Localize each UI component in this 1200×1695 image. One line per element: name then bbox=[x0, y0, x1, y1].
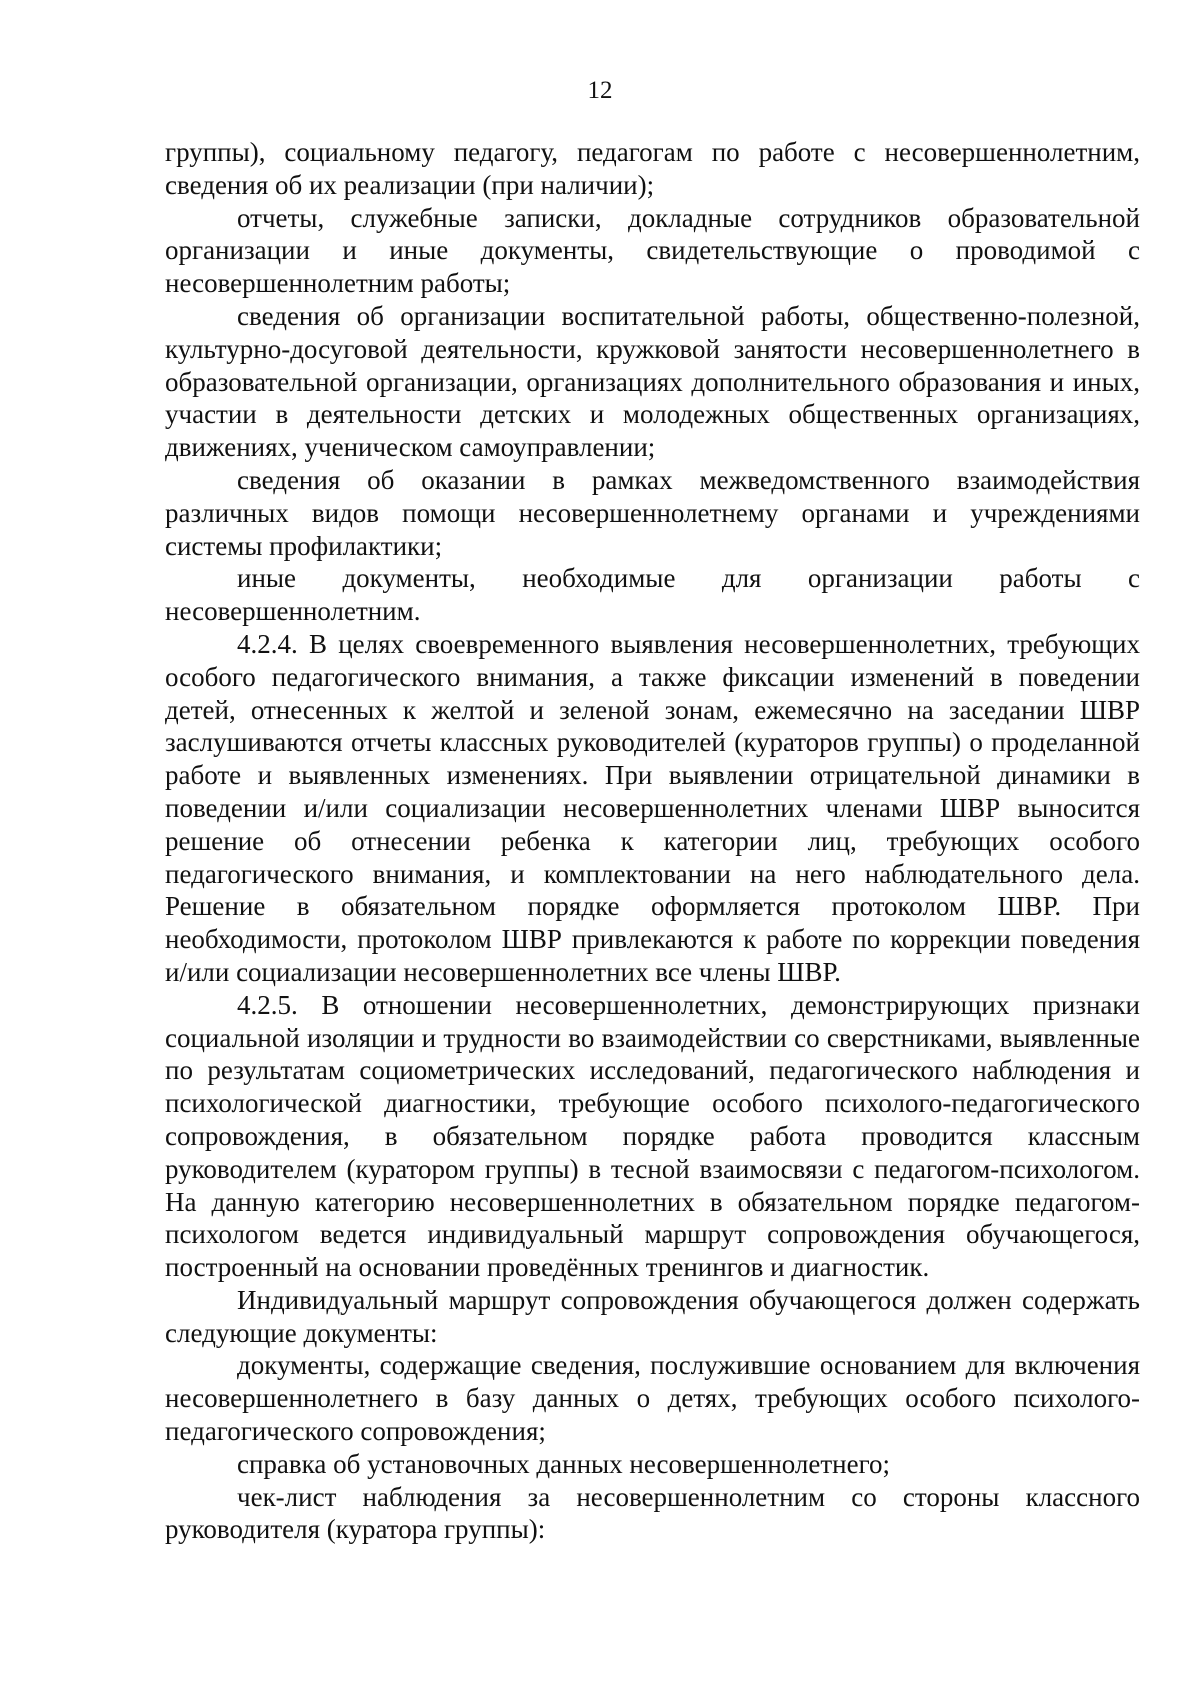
paragraph: чек-лист наблюдения за несовершеннолетним со стороны классного руководителя (куратора группы): bbox=[165, 1481, 1140, 1545]
page-number: 12 bbox=[587, 77, 613, 104]
paragraph: отчеты, служебные записки, докладные сотрудников образовательной организации и иные документы, свидетельствующие о проводимой с несовершеннолетним работы; bbox=[165, 202, 1140, 299]
paragraph-4-2-4: 4.2.4. В целях своевременного выявления несовершеннолетних, требующих особого педагогического внимания, а также фиксации изменений в поведении детей, отнесенных к желтой и зеленой зонам, ежемесячно на заседании ШВР заслушиваются отчеты классных руководителей (кураторов группы) о проделанной работе и выявленных изменениях. При выявлении отрицательной динамики в поведении и/или социализации несовершеннолетних членами ШВР выносится решение об отнесении ребенка к категории лиц, требующих особого педагогического внимания, и комплектовании на него наблюдательного дела. Решение в обязательном порядке оформляется протоколом ШВР. При необходимости, протоколом ШВР привлекаются к работе по коррекции поведения и/или социализации несовершеннолетних все члены ШВР. bbox=[165, 628, 1140, 987]
paragraph: иные документы, необходимые для организации работы с несовершеннолетним. bbox=[165, 563, 1140, 627]
paragraph: группы), социальному педагогу, педагогам по работе с несовершеннолетним, сведения об их реализации (при наличии); bbox=[165, 137, 1140, 200]
paragraph: Индивидуальный маршрут сопровождения обучающегося должен содержать следующие документы: bbox=[165, 1284, 1140, 1348]
paragraph: документы, содержащие сведения, послужившие основанием для включения несовершеннолетнего в базу данных о детях, требующих особого психолого-педагогического сопровождения; bbox=[165, 1350, 1140, 1447]
document-body bbox=[165, 136, 1140, 1546]
paragraph: сведения об оказании в рамках межведомственного взаимодействия различных видов помощи несовершеннолетнему органами и учреждениями системы профилактики; bbox=[165, 464, 1140, 561]
paragraph: справка об установочных данных несовершеннолетнего; bbox=[237, 1448, 891, 1479]
paragraph-4-2-5: 4.2.5. В отношении несовершеннолетних, демонстрирующих признаки социальной изоляции и трудности во взаимодействии со сверстниками, выявленные по результатам социометрических исследований, педагогического наблюдения и психологической диагностики, требующие особого психолого-педагогического сопровождения, в обязательном порядке работа проводится классным руководителем (куратором группы) в тесной взаимосвязи с педагогом-психологом. На данную категорию несовершеннолетних в обязательном порядке педагогом-психологом ведется индивидуальный маршрут сопровождения обучающегося, построенный на основании проведённых тренингов и диагностик. bbox=[165, 989, 1140, 1283]
paragraph: сведения об организации воспитательной работы, общественно-полезной, культурно-досуговой деятельности, кружковой занятости несовершеннолетнего в образовательной организации, организациях дополнительного образования и иных, участии в деятельности детских и молодежных общественных организациях, движениях, ученическом самоуправлении; bbox=[165, 300, 1140, 463]
